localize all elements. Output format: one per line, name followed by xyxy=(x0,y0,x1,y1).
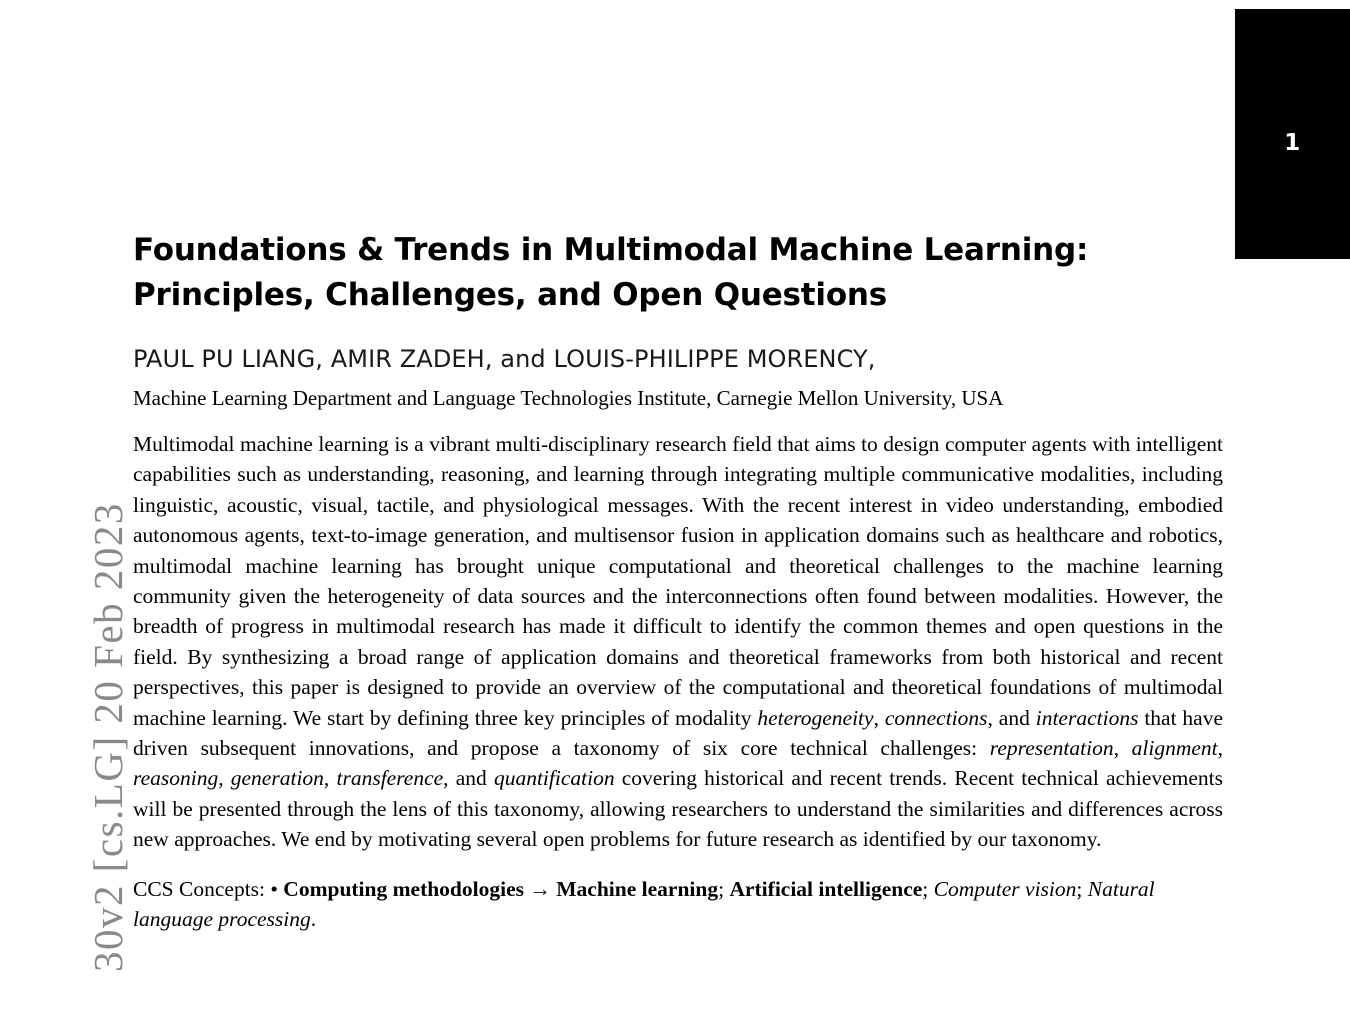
abstract-term-connections: connections xyxy=(884,705,988,730)
ccs-term-machine-learning: Machine learning xyxy=(556,876,719,901)
page-number: 1 xyxy=(1284,130,1301,156)
ccs-separator-2: ; xyxy=(922,876,934,901)
authors-last: LOUIS-PHILIPPE MORENCY, xyxy=(553,345,876,373)
abstract-term-interactions: interactions xyxy=(1035,705,1139,730)
abstract-part-3: , and xyxy=(987,705,1036,730)
abstract-part-1: Multimodal machine learning is a vibrant multi-disciplinary research field that aims to design computer agents with intelligent capabilities such as understanding, reasoning, and learning through integrating multiple communicative modalities, including linguistic, acoustic, visual, tactile, and physiological messages. With the recent interest in video understanding, embodied autonomous agents, text-to-image generation, and multisensor fusion in application domains such as healthcare and robotics, multimodal machine learning has brought unique computational and theoretical challenges to the machine learning community given the heterogeneity of data sources and the interconnections often found between modalities. However, the breadth of progress in multimodal research has made it difficult to identify the common themes and open questions in the field. By synthesizing a broad range of application domains and theoretical frameworks from both historical and recent perspectives, this paper is designed to provide an overview of the computational and theoretical foundations of multimodal machine learning. We start by defining three key principles of modality xyxy=(133,432,1223,730)
ccs-term-computing-methodologies: Computing methodologies xyxy=(283,876,524,901)
abstract-part-4: that have driven subsequent innovations, and propose a taxonomy of six core technical challenges: xyxy=(133,705,1224,761)
page-number-box xyxy=(1235,9,1350,259)
ccs-term-artificial-intelligence: Artificial intelligence xyxy=(729,876,923,901)
author-list xyxy=(133,318,1223,373)
authors-conjunction: and xyxy=(492,345,554,373)
abstract-part-2: , xyxy=(873,705,885,730)
abstract-term-alignment: alignment xyxy=(1131,736,1218,761)
abstract-term-reasoning: reasoning xyxy=(133,766,219,791)
abstract xyxy=(133,411,1223,855)
abstract-part-5: , xyxy=(1113,736,1132,761)
page-title xyxy=(133,0,1223,318)
ccs-bullet-icon: • xyxy=(270,876,284,901)
abstract-term-representation: representation xyxy=(989,736,1114,761)
ccs-separator-3: ; xyxy=(1076,876,1088,901)
abstract-part-10: covering historical and recent trends. Recent technical achievements will be presented through the lens of this taxonomy, allowing researchers to understand the similarities and differences across new approaches. We end by motivating several open problems for future research as identified by our taxonomy. xyxy=(133,766,1224,852)
title-line-1: Foundations & Trends in Multimodal Machine Learning: xyxy=(133,232,1089,268)
ccs-term-natural-language-processing: Natural language processing xyxy=(133,876,1155,932)
abstract-term-transference: transference xyxy=(336,766,444,791)
authors-first: PAUL PU LIANG, AMIR ZADEH, xyxy=(133,345,493,373)
abstract-part-6: , xyxy=(1217,736,1223,761)
ccs-concepts xyxy=(133,855,1223,935)
abstract-part-7: , xyxy=(218,766,231,791)
abstract-term-quantification: quantification xyxy=(493,766,615,791)
ccs-label: CCS Concepts: xyxy=(133,876,271,901)
ccs-term-computer-vision: Computer vision xyxy=(933,876,1077,901)
ccs-arrow-icon: → xyxy=(524,876,557,901)
arxiv-stamp: 30v2 [cs.LG] 20 Feb 2023 xyxy=(85,502,131,972)
abstract-part-9: , and xyxy=(443,766,494,791)
ccs-period: . xyxy=(310,907,317,932)
abstract-part-8: , xyxy=(323,766,337,791)
abstract-term-generation: generation xyxy=(230,766,324,791)
affiliation: Machine Learning Department and Language Technologies Institute, Carnegie Mellon University, USA xyxy=(133,386,1004,410)
abstract-term-heterogeneity: heterogeneity xyxy=(757,705,874,730)
ccs-separator-1: ; xyxy=(718,876,730,901)
title-line-2: Principles, Challenges, and Open Questions xyxy=(133,277,888,313)
paper-content xyxy=(133,0,1223,935)
